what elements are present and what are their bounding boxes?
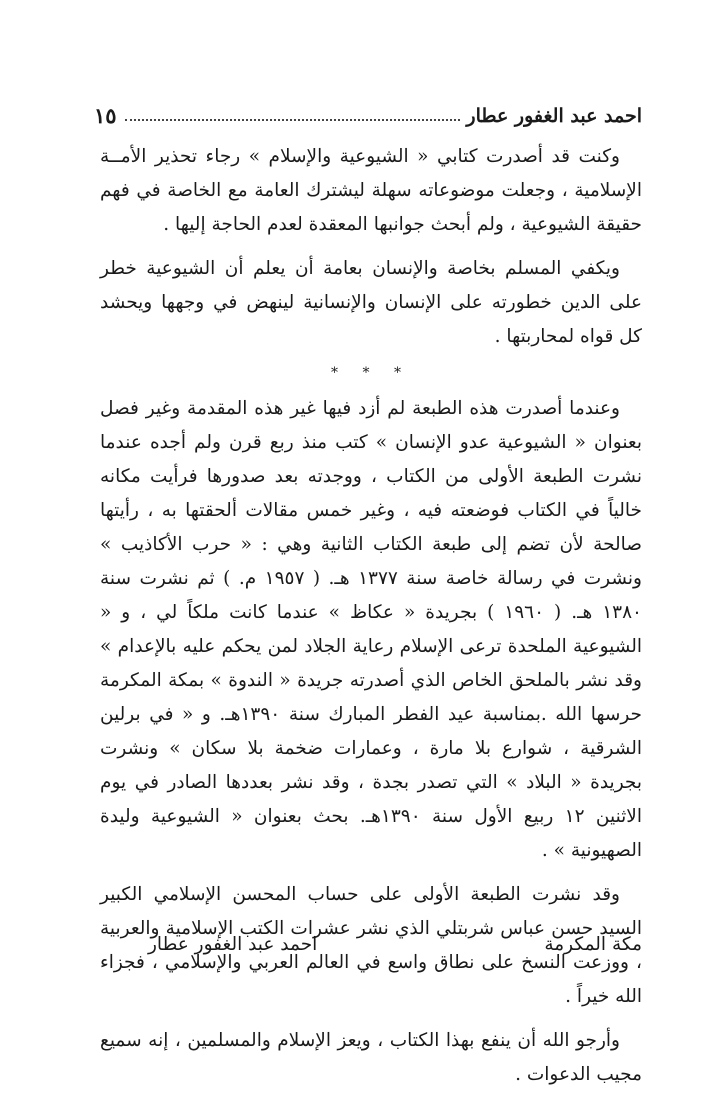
page-number: ١٥ bbox=[94, 103, 117, 128]
paragraph-3: وعندما أصدرت هذه الطبعة لم أزد فيها غير هذه المقدمة وغير فصل بعنوان « الشيوعية عدو الإنسان » كتب منذ ربع قرن ولم أجده عندما نشرت الطبعة الأولى من الكتاب ، ووجدته بعد صدورها فرأيت مكانه خالياً في الكتاب فوضعته فيه ، وغير خمس مقالات ألحقتها به ، رأيتها صالحة لأن تضم إلى طبعة الكتاب الثانية وهي : « حرب الأكاذيب » ونشرت في رسالة خاصة سنة ١٣٧٧ هـ. ( ١٩٥٧ م. ) ثم نشرت سنة ١٣٨٠ هـ. ( ١٩٦٠ ) بجريدة « عكاظ » عندما كانت ملكاً لي ، و « الشيوعية الملحدة ترعى الإسلام رعاية الجلاد لمن يحكم عليه بالإعدام » وقد نشر بالملحق الخاص الذي أصدرته جريدة « الندوة » بمكة المكرمة حرسها الله .بمناسبة عيد الفطر المبارك سنة ١٣٩٠هـ. و « في برلين الشرقية ، شوارع بلا مارة ، وعمارات ضخمة بلا سكان » ونشرت بجريدة « البلاد » التي تصدر بجدة ، وقد نشر بعددها الصادر في يوم الاثنين ١٢ ربيع الأول سنة ١٣٩٠هـ. بحث بعنوان « الشيوعية وليدة الصهيونية » . bbox=[100, 398, 642, 861]
signature-block bbox=[148, 934, 642, 964]
paragraph-2: ويكفي المسلم بخاصة والإنسان بعامة أن يعلم أن الشيوعية خطر على الدين خطورته على الإنسان والإنسانية لينهض في وجهها ويحشد كل قواه لمحاربتها . bbox=[100, 258, 642, 347]
paragraph-1: وكنت قد أصدرت كتابي « الشيوعية والإسلام » رجاء تحذير الأمــة الإسلامية ، وجعلت موضوعاته سهلة ليشترك العامة مع الخاصة في فهم حقيقة الشيوعية ، ولم أبحث جوانبها المعقدة لعدم الحاجة إليها . bbox=[100, 146, 642, 235]
paragraph-4: وقد نشرت الطبعة الأولى على حساب المحسن الإسلامي الكبير السيد حسن عباس شربتلي الذي نشر عشرات الكتب الإسلامية والعربية ، ووزعت النسخ على نطاق واسع في العالم العربي والإسلامي ، فجزاء الله خيراً . bbox=[100, 884, 642, 1007]
signature-place: مكة المكرمة bbox=[544, 934, 642, 955]
running-head: احمد عبد الغفور عطار bbox=[466, 105, 642, 127]
page-header bbox=[94, 92, 642, 126]
signature-name: احمد عبد الغفور عطار bbox=[148, 934, 318, 955]
section-separator: * * * bbox=[331, 365, 411, 381]
dotted-leader bbox=[125, 118, 461, 121]
paragraph-5: وأرجو الله أن ينفع بهذا الكتاب ، ويعز الإسلام والمسلمين ، إنه سميع مجيب الدعوات . bbox=[100, 1030, 642, 1085]
